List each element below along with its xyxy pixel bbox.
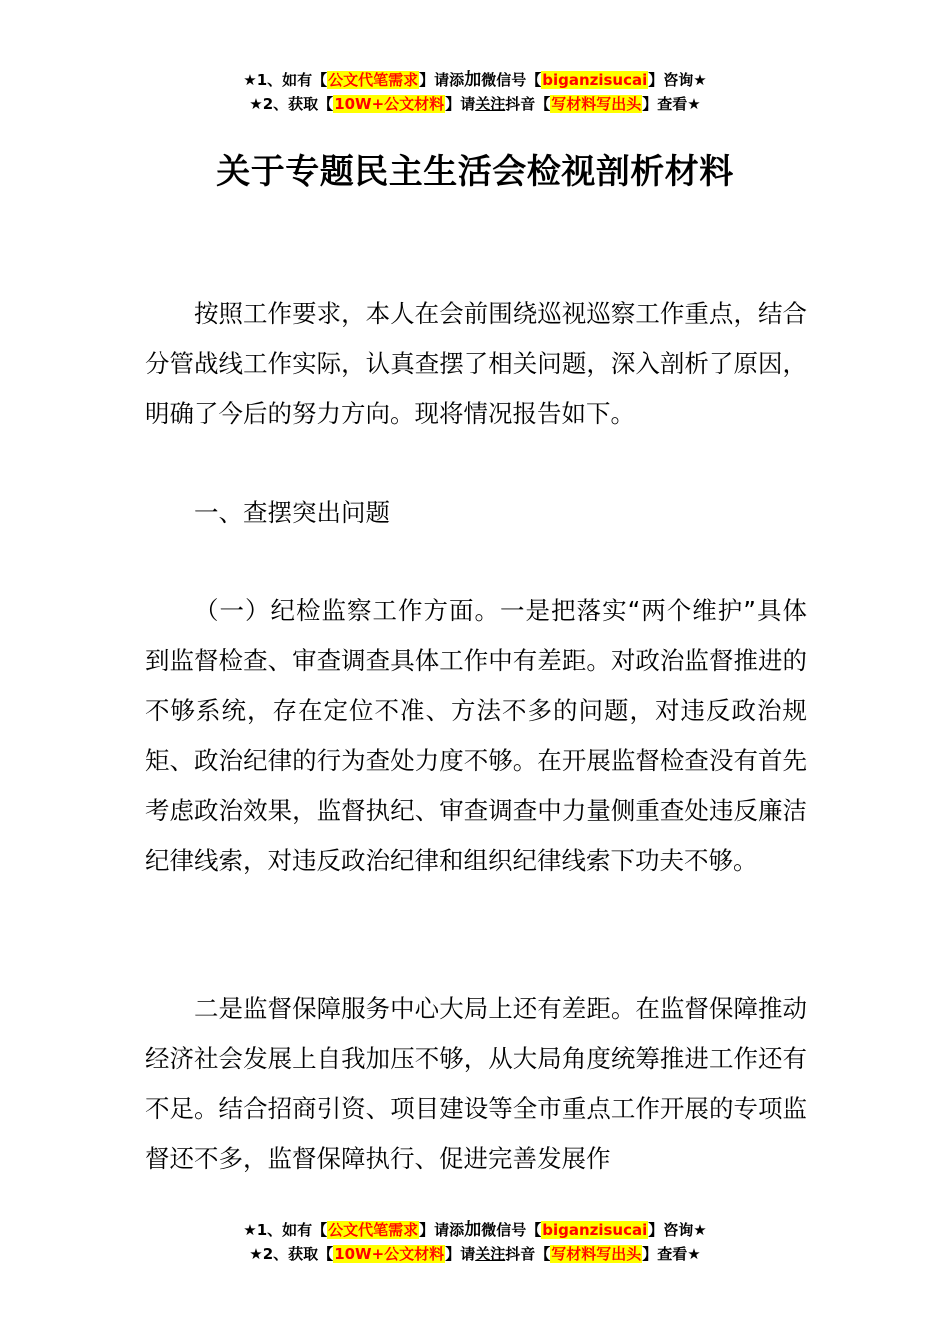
banner-line-2 (0, 92, 950, 116)
footer-banner-line-2 (0, 1242, 950, 1266)
footer-line-2-highlight-materials: 10W+公文材料 (334, 1245, 445, 1263)
footer-line-2-suffix: 】查看★ (642, 1245, 701, 1263)
footer-line-1-suffix: 】咨询★ (648, 1221, 707, 1239)
footer-line-2-middle: 】请 (445, 1245, 476, 1263)
banner-line-1-prefix: ★1、如有【 (243, 71, 328, 89)
footer-line-2-middle-2: 抖音【 (505, 1245, 551, 1263)
footer-line-1-middle-2: 微信号【 (481, 1221, 542, 1239)
footer-line-1-prefix: ★1、如有【 (243, 1221, 328, 1239)
banner-line-2-highlight-douyin: 写材料写出头 (551, 95, 642, 113)
header-banner (0, 68, 950, 116)
paragraph-intro: 按照工作要求，本人在会前围绕巡视巡察工作重点，结合分管战线工作实际，认真查摆了相关问题，深入剖析了原因，明确了今后的努力方向。现将情况报告如下。 (145, 299, 807, 428)
footer-line-1-emphasis: 加 (464, 1220, 482, 1240)
paragraph-supervision-support: 二是监督保障服务中心大局上还有差距。在监督保障推动经济社会发展上自我加压不够，从大局角度统筹推进工作还有不足。结合招商引资、项目建设等全市重点工作开展的专项监督还不多，监督保障执行、促进完善发展作 (145, 994, 807, 1173)
footer-line-1-middle: 】请添 (419, 1221, 465, 1239)
banner-line-2-middle: 】请 (445, 95, 476, 113)
footer-banner-line-1 (0, 1218, 950, 1242)
footer-banner (0, 1218, 950, 1266)
footer-line-2-prefix: ★2、获取【 (249, 1245, 334, 1263)
banner-line-1 (0, 68, 950, 92)
banner-line-1-highlight-wechat: biganzisucai (542, 71, 648, 89)
banner-line-2-emphasis: 关注 (475, 95, 506, 113)
banner-line-2-prefix: ★2、获取【 (249, 95, 334, 113)
footer-line-2-highlight-douyin: 写材料写出头 (551, 1245, 642, 1263)
banner-line-2-middle-2: 抖音【 (505, 95, 551, 113)
banner-line-1-suffix: 】咨询★ (648, 71, 707, 89)
banner-line-1-emphasis: 加 (464, 70, 482, 90)
section-heading: 一、查摆突出问题 (194, 498, 390, 527)
banner-line-2-suffix: 】查看★ (642, 95, 701, 113)
paragraph-discipline-inspection: （一）纪检监察工作方面。一是把落实“两个维护”具体到监督检查、审查调查具体工作中有差距。对政治监督推进的不够系统，存在定位不准、方法不多的问题，对违反政治规矩、政治纪律的行为查处力度不够。在开展监督检查没有首先考虑政治效果，监督执纪、审查调查中力量侧重查处违反廉洁纪律线索，对违反政治纪律和组织纪律线索下功夫不够。 (145, 596, 807, 875)
banner-line-1-highlight-service: 公文代笔需求 (328, 71, 419, 89)
document-title: 关于专题民主生活会检视剖析材料 (216, 152, 734, 192)
footer-line-1-highlight-service: 公文代笔需求 (328, 1221, 419, 1239)
footer-line-1-highlight-wechat: biganzisucai (542, 1221, 648, 1239)
banner-line-2-highlight-materials: 10W+公文材料 (334, 95, 445, 113)
banner-line-1-middle: 】请添 (419, 71, 465, 89)
footer-line-2-emphasis: 关注 (475, 1245, 506, 1263)
banner-line-1-middle-2: 微信号【 (481, 71, 542, 89)
